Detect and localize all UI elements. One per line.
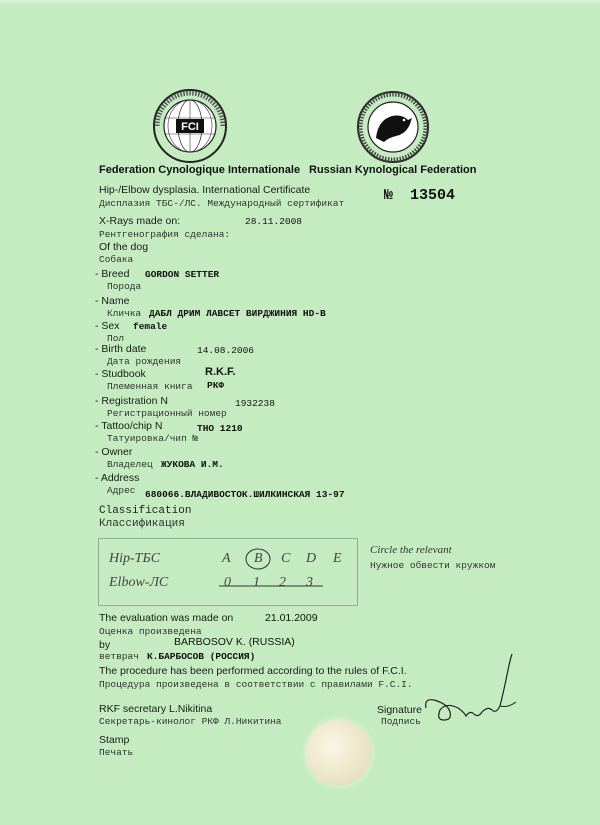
procedure-text-en: The procedure has been performed according to the rules of F.C.I. bbox=[99, 665, 407, 677]
tattoo-label-ru: Татуировка/чип № bbox=[107, 433, 199, 444]
evaluation-date: 21.01.2009 bbox=[265, 612, 318, 624]
address-label-ru: Адрес bbox=[107, 485, 136, 496]
xrays-label-ru: Рентгенография сделана: bbox=[99, 229, 231, 240]
tattoo-value: ТНО 1210 bbox=[197, 423, 243, 434]
dog-section-en: Of the dog bbox=[99, 241, 149, 253]
xrays-date: 28.11.2008 bbox=[245, 216, 303, 227]
handwritten-signature-icon bbox=[418, 650, 528, 730]
address-value: 680066.ВЛАДИВОСТОК.ШИЛКИНСКАЯ 13-97 bbox=[145, 489, 345, 500]
rkf-org-name: Russian Kynological Federation bbox=[309, 164, 477, 176]
hip-grade-circle-mark bbox=[244, 547, 272, 571]
hip-grade-c: C bbox=[281, 551, 291, 566]
owner-label-en: - Owner bbox=[95, 446, 133, 458]
rkf-logo-icon bbox=[356, 90, 430, 164]
elbow-strike-mark bbox=[217, 577, 327, 595]
evaluation-label-ru: Оценка произведена bbox=[99, 626, 202, 637]
evaluation-vet-en: BARBOSOV K. (RUSSIA) bbox=[174, 636, 295, 648]
elbow-label: Elbow-ЛС bbox=[109, 575, 169, 590]
breed-label-ru: Порода bbox=[107, 281, 142, 292]
secretary-ru: Секретарь-кинолог РКФ Л.Никитина bbox=[99, 716, 282, 727]
tattoo-label-en: - Tattoo/chip N bbox=[95, 420, 163, 432]
hip-grade-e: E bbox=[333, 551, 342, 566]
birth-value: 14.08.2006 bbox=[197, 345, 255, 356]
evaluation-by-en: by bbox=[99, 639, 111, 651]
stamp-label-en: Stamp bbox=[99, 734, 130, 746]
sex-label-ru: Пол bbox=[107, 333, 125, 344]
certificate-title-ru: Дисплазия ТБС-/ЛС. Международный сертификат bbox=[99, 198, 345, 209]
certificate-title-en: Hip-/Elbow dysplasia. International Certificate bbox=[99, 184, 311, 196]
registration-label-en: - Registration N bbox=[95, 395, 168, 407]
fci-org-name: Federation Cynologique Internationale bbox=[99, 164, 301, 176]
name-value: ДАБЛ ДРИМ ЛАВСЕТ ВИРДЖИНИЯ HD-B bbox=[149, 308, 326, 319]
signature-label-ru: Подпись bbox=[381, 716, 421, 727]
birth-label-en: - Birth date bbox=[95, 343, 147, 355]
hip-label: Hip-ТБС bbox=[109, 551, 161, 566]
xrays-label-en: X-Rays made on: bbox=[99, 215, 181, 227]
name-label-ru: Кличка bbox=[107, 308, 142, 319]
evaluation-vet-ru: К.БАРБОСОВ (РОССИЯ) bbox=[147, 651, 256, 662]
evaluation-by-ru: ветврач bbox=[99, 651, 139, 662]
studbook-value-en: R.K.F. bbox=[205, 366, 236, 378]
classification-title-en: Classification bbox=[99, 505, 192, 517]
registration-label-ru: Регистрационный номер bbox=[107, 408, 227, 419]
classification-hint-ru: Нужное обвести кружком bbox=[370, 560, 496, 571]
elbow-grade-2: 2 bbox=[279, 575, 286, 590]
studbook-label-en: - Studbook bbox=[95, 368, 146, 380]
holographic-stamp-icon bbox=[306, 720, 372, 786]
fci-logo-text: FCI bbox=[181, 121, 199, 133]
secretary-en: RKF secretary L.Nikitina bbox=[99, 703, 213, 715]
fci-logo-icon bbox=[152, 88, 228, 164]
breed-label-en: - Breed bbox=[95, 268, 130, 280]
studbook-value-ru: РКФ bbox=[207, 380, 225, 391]
name-label-en: - Name bbox=[95, 295, 130, 307]
sex-label-en: - Sex bbox=[95, 320, 120, 332]
elbow-grade-1: 1 bbox=[253, 575, 260, 590]
classification-title-ru: Классификация bbox=[99, 518, 185, 530]
certificate-number-label: № bbox=[384, 187, 394, 204]
certificate-number: 13504 bbox=[410, 187, 456, 204]
elbow-grade-3: 3 bbox=[306, 575, 313, 590]
birth-label-ru: Дата рождения bbox=[107, 356, 182, 367]
stamp-label-ru: Печать bbox=[99, 747, 134, 758]
signature-label-en: Signature bbox=[377, 704, 422, 716]
registration-value: 1932238 bbox=[235, 398, 275, 409]
dog-section-ru: Собака bbox=[99, 254, 134, 265]
hip-grade-d: D bbox=[306, 551, 317, 566]
classification-box bbox=[98, 538, 358, 606]
sex-value: female bbox=[133, 321, 168, 332]
scan-edge bbox=[0, 0, 600, 4]
hip-grade-a: A bbox=[222, 551, 231, 566]
breed-value: GORDON SETTER bbox=[145, 269, 220, 280]
procedure-text-ru: Процедура произведена в соответствии с правилами F.C.I. bbox=[99, 679, 413, 690]
hip-grade-b: B bbox=[254, 551, 263, 566]
owner-value: ЖУКОВА И.М. bbox=[161, 459, 224, 470]
owner-label-ru: Владелец bbox=[107, 459, 153, 470]
studbook-label-ru: Племенная книга bbox=[107, 381, 193, 392]
evaluation-label-en: The evaluation was made on bbox=[99, 612, 234, 624]
elbow-grade-0: 0 bbox=[224, 575, 231, 590]
address-label-en: - Address bbox=[95, 472, 140, 484]
classification-hint-en: Circle the relevant bbox=[370, 544, 452, 556]
